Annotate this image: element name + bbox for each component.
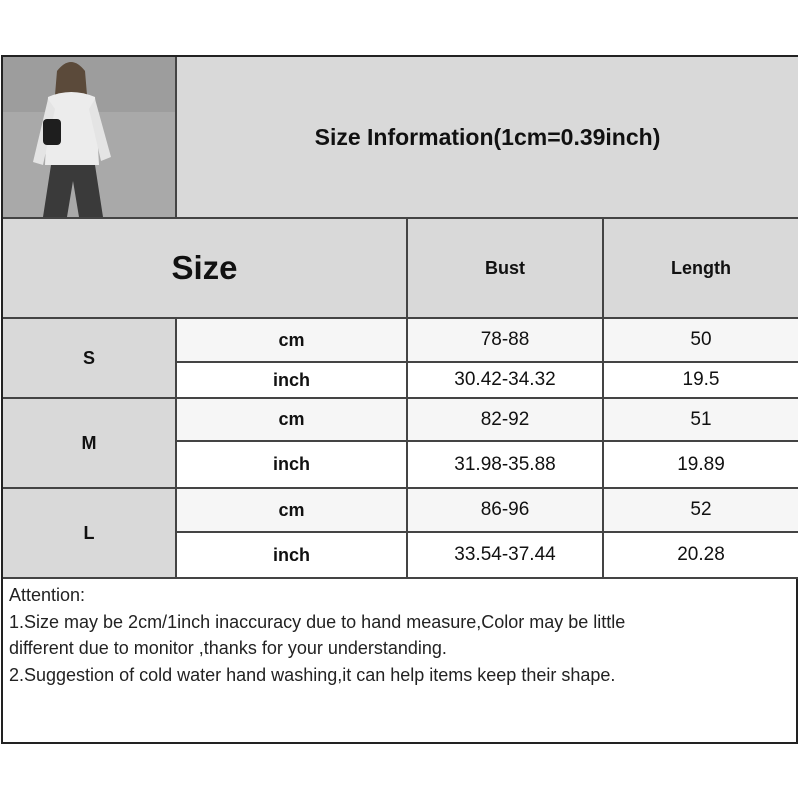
size-label-m: M — [3, 399, 177, 489]
attention-line: 1.Size may be 2cm/1inch inaccuracy due to hand measure,Color may be little — [9, 611, 626, 632]
length-cell: 51 — [604, 399, 798, 442]
model-photo-image — [3, 57, 175, 217]
attention-heading: Attention: — [9, 585, 86, 605]
attention-line: 2.Suggestion of cold water hand washing,it can help items keep their shape. — [9, 664, 616, 685]
bust-cell: 30.42-34.32 — [408, 363, 604, 399]
bust-cell: 33.54-37.44 — [408, 533, 604, 579]
size-chart — [1, 55, 798, 744]
bust-cell: 86-96 — [408, 489, 604, 533]
bust-cell: 31.98-35.88 — [408, 442, 604, 489]
size-info-title: Size Information(1cm=0.39inch) — [177, 57, 798, 219]
length-cell: 50 — [604, 319, 798, 363]
length-cell: 19.89 — [604, 442, 798, 489]
size-label-s: S — [3, 319, 177, 399]
length-cell: 20.28 — [604, 533, 798, 579]
bust-cell: 78-88 — [408, 319, 604, 363]
unit-cell: inch — [177, 533, 408, 579]
unit-cell: cm — [177, 399, 408, 442]
product-photo — [3, 57, 177, 219]
length-cell: 52 — [604, 489, 798, 533]
unit-cell: cm — [177, 319, 408, 363]
length-column-header: Length — [604, 219, 798, 319]
unit-cell: inch — [177, 363, 408, 399]
size-column-header: Size — [3, 219, 408, 319]
unit-cell: cm — [177, 489, 408, 533]
length-cell: 19.5 — [604, 363, 798, 399]
attention-line: different due to monitor ,thanks for your understanding. — [9, 638, 447, 658]
bust-cell: 82-92 — [408, 399, 604, 442]
size-label-l: L — [3, 489, 177, 579]
attention-notes — [3, 579, 798, 744]
unit-cell: inch — [177, 442, 408, 489]
bust-column-header: Bust — [408, 219, 604, 319]
